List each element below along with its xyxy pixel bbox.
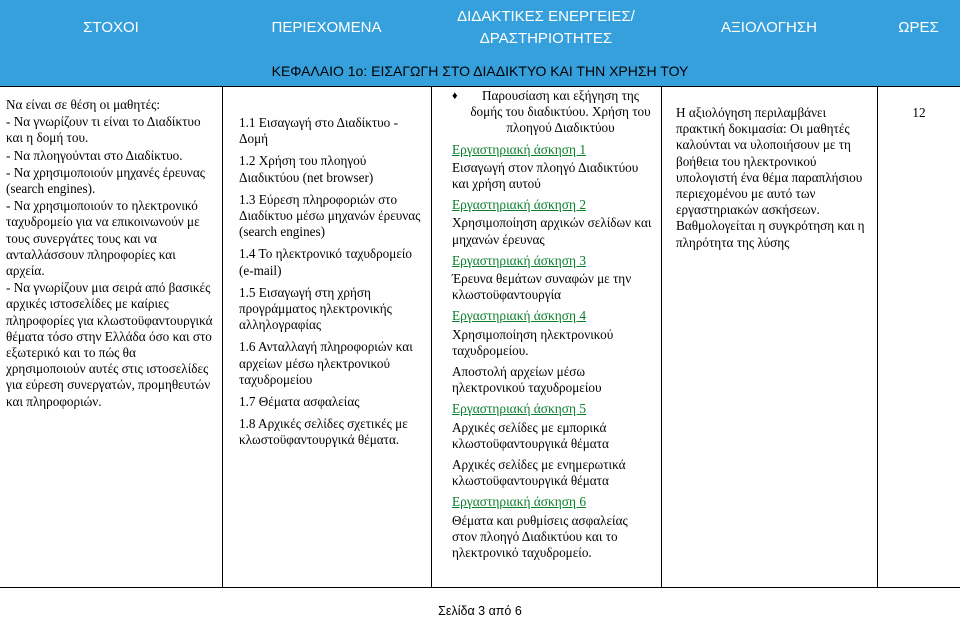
goal-item: - Να γνωρίζουν τι είναι το Διαδίκτυο και η δομή του. — [6, 114, 201, 146]
content-item: 1.4 Το ηλεκτρονικό ταχυδρομείο (e-mail) — [239, 246, 413, 278]
activities-intro — [452, 88, 655, 137]
evaluation-text: Η αξιολόγηση περιλαμβάνει πρακτική δοκιμασία: Οι μαθητές καλούνται να υλοποιήσουν με τη βοήθεια του ηλεκτρονικού υπολογιστή ένα θέμα παραπλήσιου περιεχομένου με αυτό των εργαστηριακών ασκήσεων. — [676, 105, 863, 218]
goal-item: - Να χρησιμοποιούν το ηλεκτρονικό ταχυδρομείο για να επικοινωνούν με τους συνεργάτες τους και να ανταλλάσσουν πληροφορίες και αρχεία. — [6, 198, 200, 279]
goal-item: - Να γνωρίζουν μια σειρά από βασικές αρχικές ιστοσελίδες με καίριες πληροφορίες για κλωστοϋφαντουργικά θέματα τόσο στην Ελλάδα όσο και στο εξωτερικό και το πώς θα χρησιμοποιούν αυτές στις ιστοσελίδες για εύρεση συνεργατών, προμηθευτών και πληροφοριών. — [6, 280, 213, 409]
content-item: 1.6 Ανταλλαγή πληροφοριών και αρχείων μέσω ηλεκτρονικού ταχυδρομείου — [239, 339, 413, 387]
content-item: 1.7 Θέματα ασφαλείας — [239, 394, 360, 410]
header-activities-line1: ΔΙΔΑΚΤΙΚΕΣ ΕΝΕΡΓΕΙΕΣ/ — [457, 8, 635, 25]
diamond-bullet-icon: ♦ — [452, 90, 458, 102]
chapter-title: ΚΕΦΑΛΑΙΟ 1ο: ΕΙΣΑΓΩΓΗ ΣΤΟ ΔΙΑΔΙΚΤΥΟ ΚΑΙ ΤΗΝ ΧΡΗΣΗ ΤΟΥ — [0, 56, 960, 86]
exercise-text: Έρευνα θεμάτων συναφών με την κλωστοϋφαντουργία — [452, 271, 632, 303]
goals-column — [0, 87, 222, 587]
header-contents — [222, 0, 431, 56]
header-hours-label: ΩΡΕΣ — [898, 19, 939, 36]
exercise-text: Εισαγωγή στον πλοηγό Διαδικτύου και χρήση αυτού — [452, 159, 639, 192]
content-item: 1.8 Αρχικές σελίδες σχετικές με κλωστοϋφαντουργικά θέματα. — [239, 416, 408, 448]
evaluation-column — [661, 87, 877, 587]
exercise-text: Χρησιμοποίηση ηλεκτρονικού ταχυδρομείου. — [452, 326, 614, 358]
header-evaluation-label: ΑΞΙΟΛΟΓΗΣΗ — [721, 19, 817, 36]
goal-item: - Να χρησιμοποιούν μηχανές έρευνας (search engines). — [6, 164, 205, 197]
activities-column — [431, 87, 661, 587]
header-evaluation — [661, 0, 877, 56]
hours-value: 12 — [912, 105, 926, 120]
page-number: Σελίδα 3 από 6 — [438, 604, 522, 618]
contents-column — [222, 87, 431, 587]
header-goals-label: ΣΤΟΧΟΙ — [83, 19, 139, 36]
exercise-text: Χρησιμοποίηση αρχικών σελίδων και μηχανών έρευνας — [452, 215, 652, 247]
exercise-title: Εργαστηριακή άσκηση 4 — [452, 308, 587, 324]
exercise-title: Εργαστηριακή άσκηση 5 — [452, 401, 587, 417]
exercise-title: Εργαστηριακή άσκηση 6 — [452, 494, 587, 510]
header-contents-label: ΠΕΡΙΕΧΟΜΕΝΑ — [271, 19, 382, 36]
exercise-text: Αποστολή αρχείων μέσω ηλεκτρονικού ταχυδρομείου — [452, 364, 602, 396]
content-item: 1.3 Εύρεση πληροφοριών στο Διαδίκτυο μέσω μηχανών έρευνας (search engines) — [239, 191, 421, 240]
exercise-text: Θέματα και ρυθμίσεις ασφαλείας στον πλοηγό Διαδικτύου και το ηλεκτρονικό ταχυδρομείο. — [452, 512, 628, 561]
content-item: 1.1 Εισαγωγή στο Διαδίκτυο - Δομή — [239, 115, 398, 147]
exercise-title: Εργαστηριακή άσκηση 2 — [452, 197, 587, 213]
syllabus-table — [0, 86, 960, 588]
content-item: 1.2 Χρήση του πλοηγού Διαδικτύου (net browser) — [239, 153, 374, 185]
header-activities-line2: ΔΡΑΣΤΗΡΙΟΤΗΤΕΣ — [479, 30, 613, 47]
activities-intro-text: Παρουσίαση και εξήγηση της δομής του διαδικτύου. Χρήση του πλοηγού Διαδικτύου — [470, 88, 651, 136]
exercise-title: Εργαστηριακή άσκηση 1 — [452, 141, 587, 157]
exercise-title: Εργαστηριακή άσκηση 3 — [452, 252, 587, 268]
header-hours — [877, 0, 960, 56]
header-activities — [431, 0, 661, 56]
evaluation-text: Βαθμολογείται η συγκρότηση και η πληρότητα της λύσης — [676, 218, 865, 250]
goals-intro: Να είναι σε θέση οι μαθητές: — [6, 97, 160, 112]
exercise-text: Αρχικές σελίδες με ενημερωτικά κλωστοϋφαντουργικά θέματα — [452, 457, 626, 489]
hours-column — [877, 87, 960, 587]
header-goals — [0, 0, 222, 56]
exercise-text: Αρχικές σελίδες με εμπορικά κλωστοϋφαντουργικά θέματα — [452, 419, 609, 451]
content-item: 1.5 Εισαγωγή στη χρήση προγράμματος ηλεκτρονικής αλληλογραφίας — [239, 284, 392, 333]
goal-item: - Να πλοηγούνται στο Διαδίκτυο. — [6, 147, 183, 163]
